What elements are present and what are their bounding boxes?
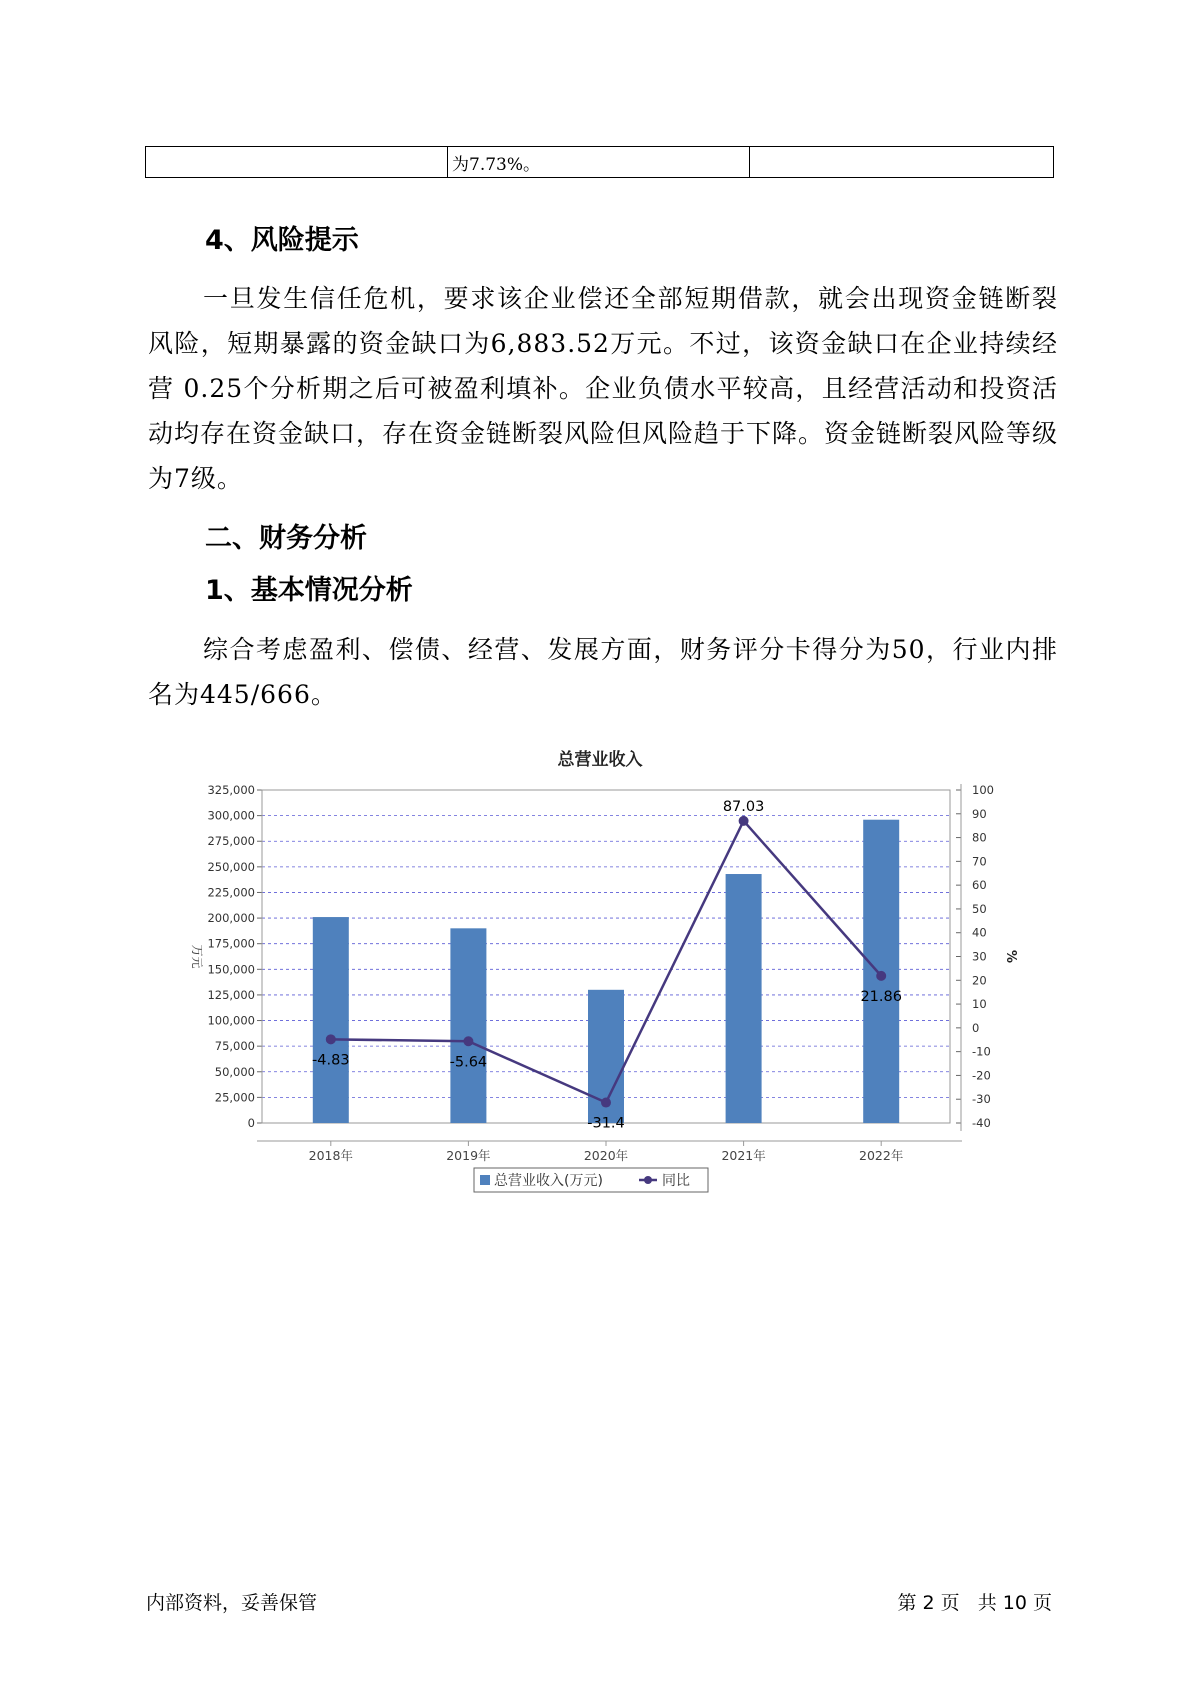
y-tick-label: 50,000 <box>214 1064 255 1079</box>
yoy-point <box>463 1036 473 1046</box>
legend-line-marker <box>644 1176 652 1184</box>
revenue-chart <box>180 740 1020 1200</box>
y2-tick-label: 70 <box>972 854 987 869</box>
carryover-table <box>145 146 1054 178</box>
risk-heading: 4、风险提示 <box>205 225 359 256</box>
footer-confidential: 内部资料，妥善保管 <box>146 1592 318 1614</box>
revenue-bar <box>313 917 349 1123</box>
y2-tick-label: 30 <box>972 949 987 964</box>
yoy-point <box>601 1098 611 1108</box>
y2-tick-label: 80 <box>972 830 987 845</box>
legend-bar-label: 总营业收入(万元) <box>494 1173 603 1189</box>
x-tick-label: 2022年 <box>859 1148 904 1163</box>
y2-tick-label: 10 <box>972 997 987 1012</box>
x-tick-label: 2020年 <box>583 1148 629 1163</box>
financial-analysis-heading: 二、财务分析 <box>205 523 367 554</box>
y-tick-label: 0 <box>247 1116 255 1130</box>
yoy-data-label: -31.4 <box>587 1115 625 1132</box>
y-tick-label: 125,000 <box>207 987 255 1002</box>
basic-analysis-heading: 1、基本情况分析 <box>205 575 413 606</box>
y-tick-label: 275,000 <box>207 834 255 849</box>
y2-tick-label: 100 <box>972 783 994 797</box>
y2-tick-label: -20 <box>972 1068 991 1083</box>
y-tick-label: 175,000 <box>207 936 255 951</box>
y2-tick-label: 40 <box>972 925 987 940</box>
y-tick-label: 200,000 <box>207 911 255 926</box>
revenue-bar <box>726 874 762 1123</box>
y2-tick-label: 0 <box>972 1020 980 1035</box>
yoy-point <box>326 1034 336 1044</box>
yoy-point <box>739 816 749 826</box>
y-tick-label: 100,000 <box>207 1013 255 1028</box>
y-tick-label: 250,000 <box>207 859 255 874</box>
legend-bar-swatch <box>480 1175 490 1185</box>
footer-page-number: 第 2 页 共 10 页 <box>897 1592 1052 1614</box>
y2-axis-title: % <box>1003 949 1018 964</box>
x-tick-label: 2021年 <box>721 1148 766 1163</box>
x-tick-label: 2018年 <box>308 1148 353 1163</box>
basic-analysis-paragraph: 综合考虑盈利、偿债、经营、发展方面，财务评分卡得分为50，行业内排名为445/666。 <box>148 635 1058 709</box>
y2-tick-label: -40 <box>972 1116 991 1130</box>
y-tick-label: 325,000 <box>207 783 255 797</box>
table-row <box>146 147 1054 178</box>
y2-tick-label: -10 <box>972 1044 991 1059</box>
yoy-data-label: -5.64 <box>449 1054 488 1071</box>
yoy-point <box>876 971 886 981</box>
table-cell <box>750 147 1054 178</box>
yoy-data-label: 21.86 <box>860 988 902 1005</box>
chart-title: 总营业收入 <box>557 750 643 770</box>
y-tick-label: 225,000 <box>207 885 255 900</box>
y-tick-label: 150,000 <box>207 962 255 977</box>
table-cell <box>146 147 448 178</box>
y2-tick-label: -30 <box>972 1092 991 1107</box>
risk-paragraph: 一旦发生信任危机，要求该企业偿还全部短期借款，就会出现资金链断裂风险，短期暴露的资金缺口为6,883.52万元。不过，该资金缺口在企业持续经营 0.25个分析期之后可被盈利填补。企业负债水平较高，且经营活动和投资活动均存在资金缺口，存在资金链断裂风险但风险趋于下降。资金链断裂风险等级为7级。 <box>148 284 1059 493</box>
y-tick-label: 25,000 <box>214 1090 255 1105</box>
x-tick-label: 2019年 <box>446 1148 491 1163</box>
y-tick-label: 300,000 <box>207 808 255 823</box>
yoy-data-label: 87.03 <box>722 798 765 815</box>
yoy-data-label: -4.83 <box>312 1052 350 1069</box>
y2-tick-label: 60 <box>972 878 987 893</box>
y2-tick-label: 90 <box>972 806 987 821</box>
table-cell: 为7.73%。 <box>448 147 750 178</box>
revenue-bar <box>450 928 486 1123</box>
legend-line-label: 同比 <box>662 1173 690 1189</box>
y-tick-label: 75,000 <box>214 1039 255 1054</box>
y2-tick-label: 50 <box>972 901 987 916</box>
y2-tick-label: 20 <box>972 973 987 988</box>
y-axis-title: 万元 <box>190 944 204 969</box>
